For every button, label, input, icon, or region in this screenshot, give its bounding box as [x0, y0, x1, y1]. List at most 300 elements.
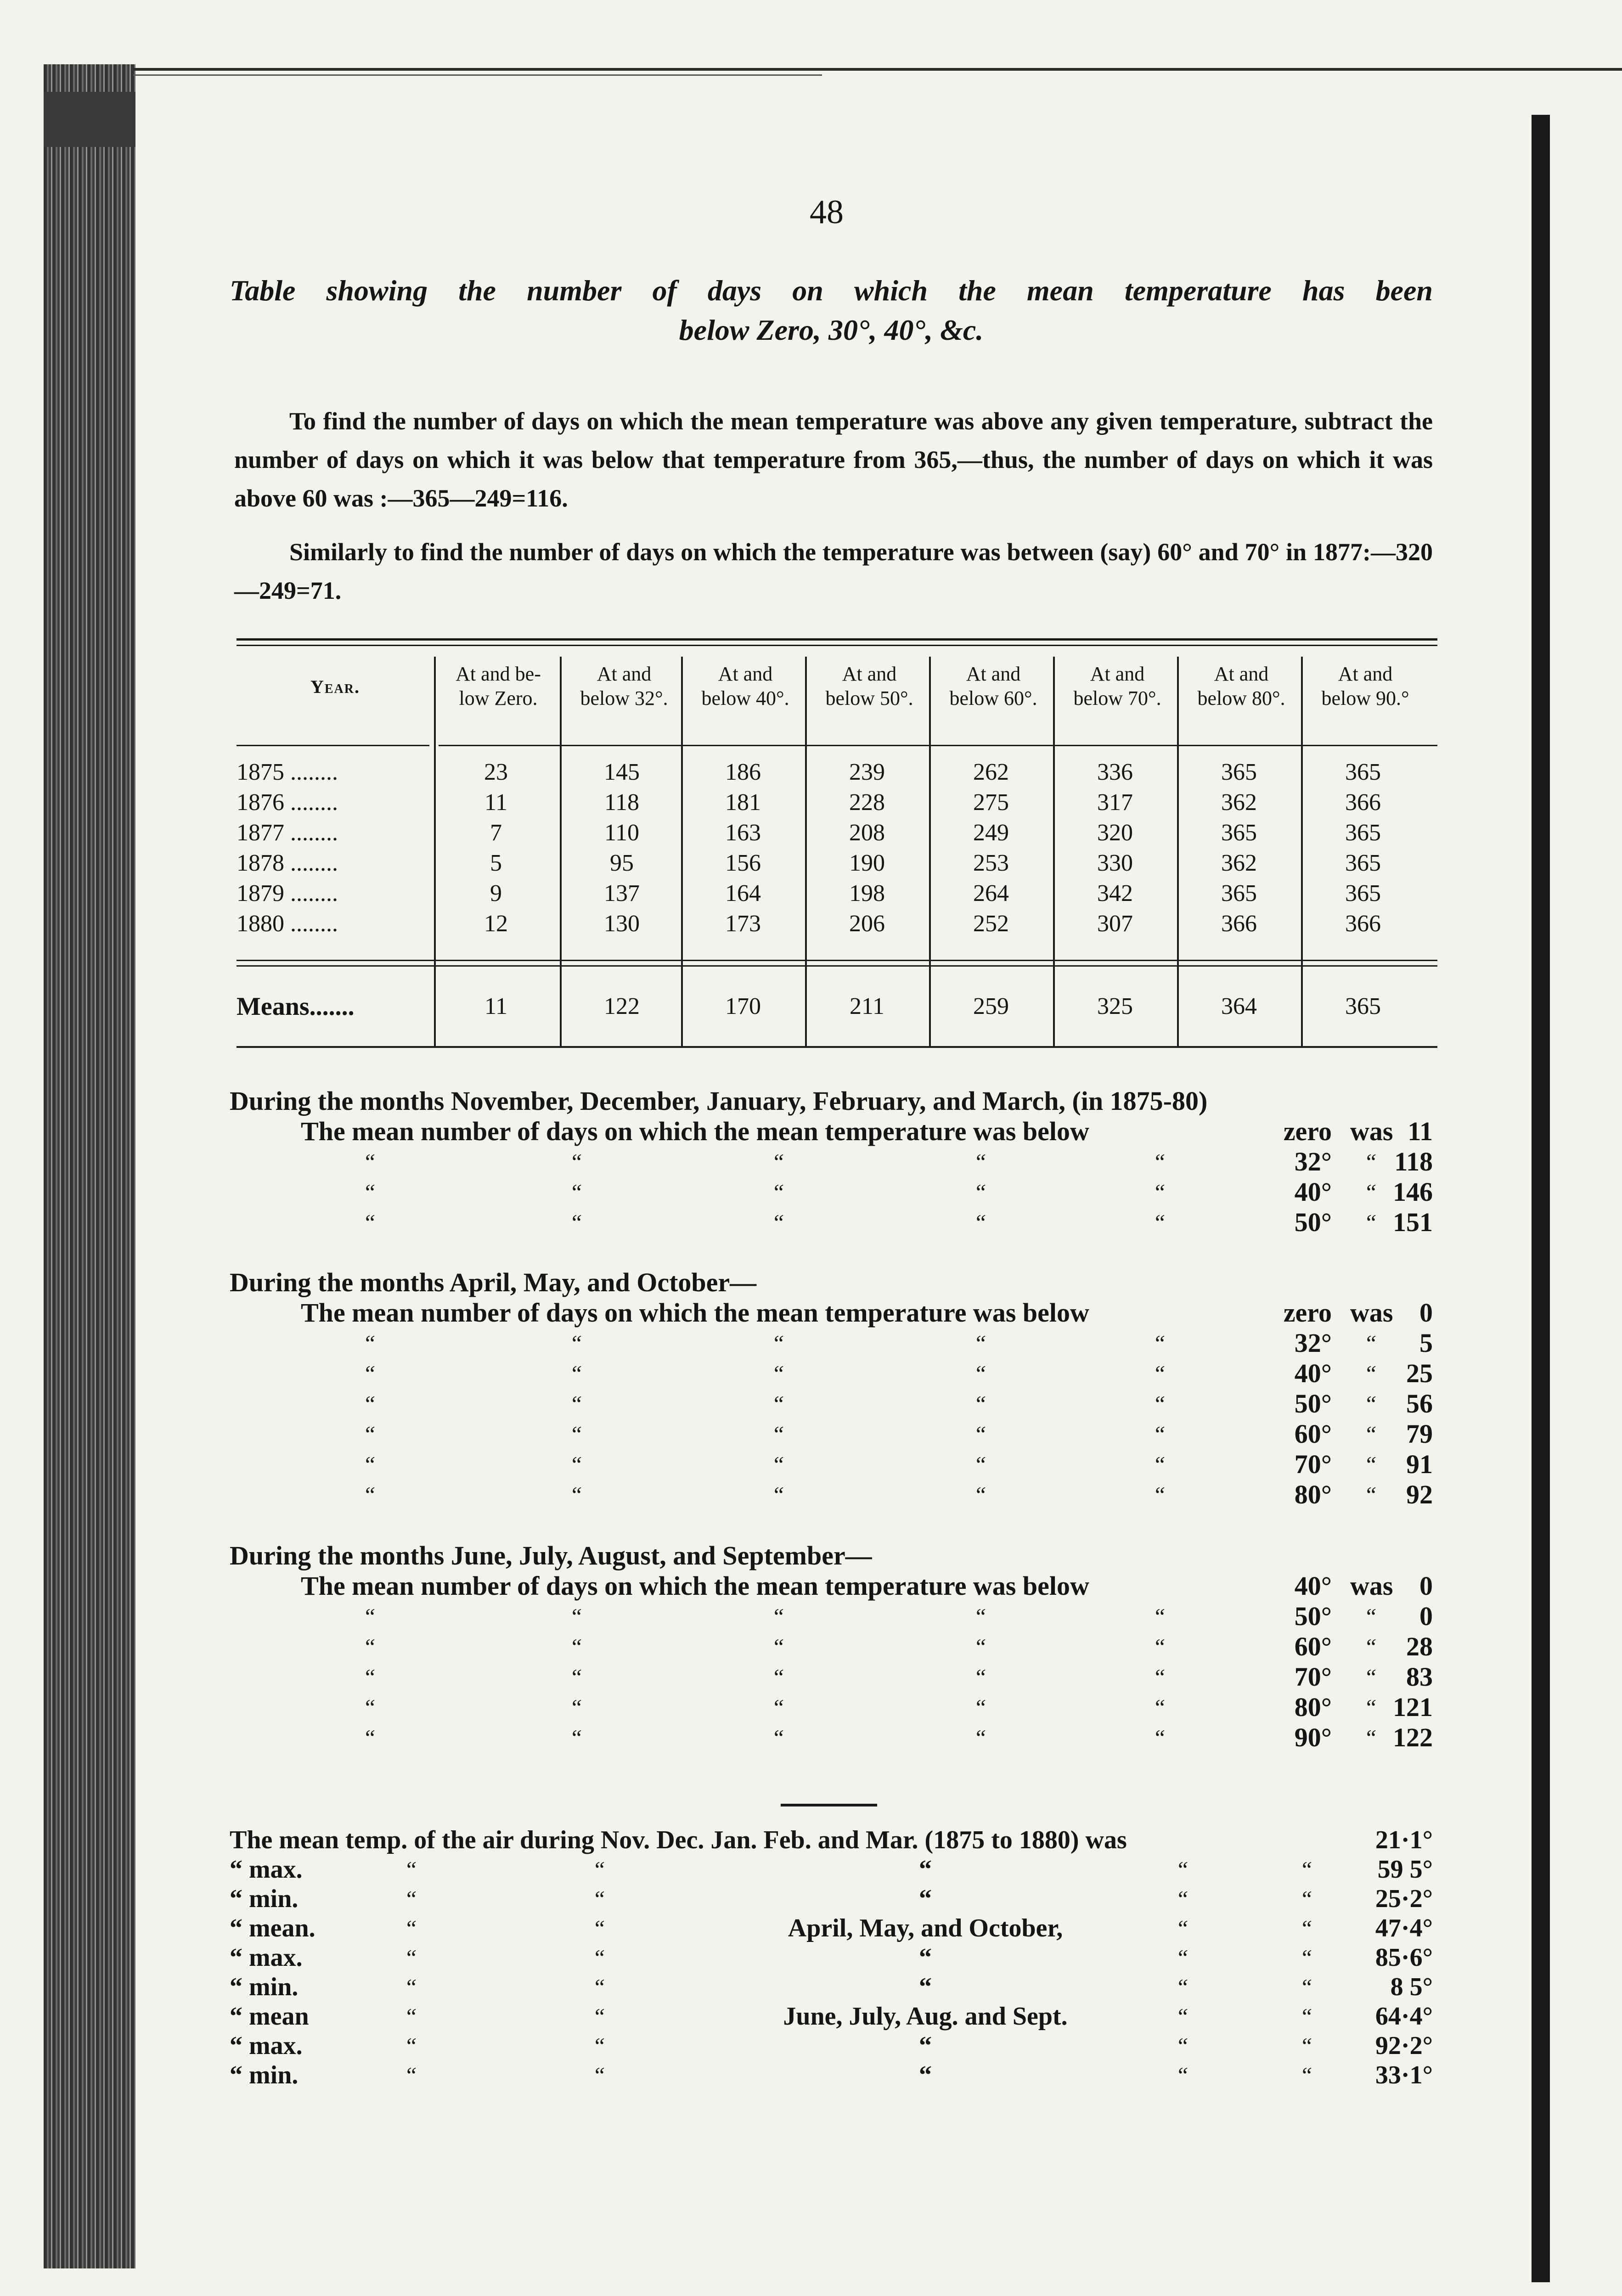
degree-value: 70° — [1294, 1662, 1332, 1692]
year-label: 1875 ........ — [237, 759, 338, 785]
table-cell: 11 — [484, 789, 508, 816]
ditto-mark: “ — [569, 1634, 582, 1660]
section-row — [230, 1662, 1433, 1692]
means-label: Means....... — [237, 992, 355, 1021]
ditto-mark: “ — [1300, 1945, 1312, 1970]
ditto-mark: “ — [569, 1694, 582, 1720]
ditto-mark: “ — [1153, 1421, 1166, 1447]
ditto-mark: “ — [1300, 2062, 1312, 2088]
column-header-line-2: low Zero. — [459, 687, 538, 709]
ditto-mark: “ — [363, 1361, 376, 1386]
ditto-mark: “ — [1153, 1210, 1166, 1235]
column-header-line-1: At and — [966, 663, 1021, 685]
table-cell: 366 — [1345, 789, 1381, 816]
table-cell: 366 — [1221, 911, 1257, 937]
ditto-mark: “ — [974, 1391, 986, 1417]
ditto-mark: “ — [772, 1361, 784, 1386]
summary-period: June, July, Aug. and Sept. — [783, 2002, 1068, 2031]
section-lead-text: The mean number of days on which the mean temperature was below — [301, 1116, 1089, 1146]
table-title — [230, 271, 1433, 350]
summary-label: “ min. — [230, 1973, 298, 2001]
column-header-line-1: At and — [597, 663, 652, 685]
summary-period: “ — [919, 2032, 932, 2060]
section-spring-autumn — [230, 1267, 1433, 1510]
ditto-mark: “ — [1176, 2033, 1188, 2059]
table-cell: 198 — [849, 880, 885, 906]
day-count: 121 — [1393, 1692, 1433, 1722]
table-cell: 342 — [1097, 880, 1133, 906]
ditto-mark: “ — [1153, 1391, 1166, 1417]
ditto-mark: “ — [772, 1694, 784, 1720]
header-underline-year — [237, 745, 429, 746]
ditto-mark: “ — [569, 1452, 582, 1477]
ditto-mark: “ — [569, 1725, 582, 1750]
ditto-mark: “ — [1364, 1452, 1377, 1477]
section-heading: During the months April, May, and October— — [230, 1267, 757, 1297]
ditto-mark: “ — [1153, 1482, 1166, 1508]
ditto-mark: “ — [569, 1421, 582, 1447]
degree-value: 60° — [1294, 1632, 1332, 1661]
summary-row — [230, 1972, 1433, 2002]
day-count: 122 — [1393, 1722, 1433, 1752]
table-cell: 365 — [1221, 820, 1257, 846]
right-margin-rule — [1532, 115, 1550, 2282]
ditto-mark: “ — [404, 1886, 417, 1912]
table-cell: 95 — [610, 850, 634, 876]
year-label: 1878 ........ — [237, 850, 338, 876]
degree-value: 60° — [1294, 1419, 1332, 1449]
table-cell: 9 — [490, 880, 502, 906]
summary-row — [230, 1884, 1433, 1913]
summary-row — [230, 1943, 1433, 1972]
ditto-mark: “ — [974, 1421, 986, 1447]
summary-period: April, May, and October, — [788, 1914, 1063, 1942]
table-cell: 7 — [490, 820, 502, 846]
summary-label: “ mean. — [230, 1914, 315, 1942]
table-cell: 330 — [1097, 850, 1133, 876]
summary-period: “ — [919, 2061, 932, 2089]
column-header-line-2: below 40°. — [701, 687, 789, 709]
degree-value: zero — [1283, 1298, 1332, 1328]
summary-label: “ min. — [230, 1885, 298, 1913]
temperature-days-table — [237, 638, 1437, 1052]
table-cell: 336 — [1097, 759, 1133, 785]
ditto-mark: “ — [974, 1694, 986, 1720]
ditto-mark: “ — [772, 1482, 784, 1508]
ditto-mark: “ — [1176, 1857, 1188, 1882]
ditto-mark: “ — [974, 1330, 986, 1356]
ditto-mark: “ — [404, 1915, 417, 1941]
ditto-mark: “ — [1364, 1421, 1377, 1447]
table-cell: 262 — [973, 759, 1009, 785]
was-label: was — [1350, 1571, 1393, 1601]
ditto-mark: “ — [569, 1149, 582, 1175]
degree-value: 90° — [1294, 1722, 1332, 1752]
table-cell: 320 — [1097, 820, 1133, 846]
title-line-1: Table showing the number of days on which the mean temperature has been — [230, 274, 1433, 307]
ditto-mark: “ — [974, 1664, 986, 1690]
column-header-7 — [1177, 662, 1306, 711]
table-cell: 173 — [725, 911, 761, 937]
ditto-mark: “ — [363, 1725, 376, 1750]
table-cell: 362 — [1221, 789, 1257, 816]
ditto-mark: “ — [772, 1664, 784, 1690]
ditto-mark: “ — [592, 1857, 605, 1882]
ditto-mark: “ — [404, 2003, 417, 2029]
table-cell: 366 — [1345, 911, 1381, 937]
summary-label: “ mean — [230, 2002, 309, 2031]
section-row — [230, 1147, 1433, 1177]
title-line-2: below Zero, 30°, 40°, &c. — [679, 313, 984, 346]
ditto-mark: “ — [569, 1179, 582, 1205]
table-cell: 206 — [849, 911, 885, 937]
table-cell: 164 — [725, 880, 761, 906]
day-count: 5 — [1419, 1328, 1433, 1358]
ditto-mark: “ — [1300, 1974, 1312, 2000]
ditto-mark: “ — [1364, 1391, 1377, 1417]
ditto-mark: “ — [592, 1945, 605, 1970]
section-heading: During the months November, December, January, February, and March, (in 1875-80) — [230, 1086, 1208, 1116]
ditto-mark: “ — [974, 1149, 986, 1175]
ditto-mark: “ — [1176, 1915, 1188, 1941]
ditto-mark: “ — [974, 1725, 986, 1750]
ditto-mark: “ — [1364, 1210, 1377, 1235]
day-count: 151 — [1393, 1207, 1433, 1237]
degree-value: zero — [1283, 1116, 1332, 1146]
column-header-4 — [805, 662, 934, 711]
means-cell: 365 — [1345, 993, 1381, 1019]
column-header-line-2: below 32°. — [580, 687, 668, 709]
was-label: was — [1350, 1298, 1393, 1328]
day-count: 146 — [1393, 1177, 1433, 1207]
means-rule — [237, 960, 1437, 961]
table-cell: 365 — [1221, 880, 1257, 906]
section-row — [230, 1449, 1433, 1480]
year-label: 1879 ........ — [237, 880, 338, 906]
page-number: 48 — [810, 193, 844, 231]
summary-label: “ max. — [230, 1943, 303, 1972]
column-header-line-1: At and — [842, 663, 897, 685]
ditto-mark: “ — [404, 1857, 417, 1882]
summary-period: “ — [919, 1855, 932, 1884]
ditto-mark: “ — [1300, 1886, 1312, 1912]
day-count: 0 — [1419, 1298, 1433, 1328]
ditto-mark: “ — [1176, 2003, 1188, 2029]
degree-value: 32° — [1294, 1328, 1332, 1358]
ditto-mark: “ — [1153, 1664, 1166, 1690]
summary-value: 92·2° — [1375, 2032, 1433, 2060]
table-cell: 264 — [973, 880, 1009, 906]
ditto-mark: “ — [363, 1391, 376, 1417]
section-row — [230, 1722, 1433, 1753]
ditto-mark: “ — [974, 1634, 986, 1660]
table-cell: 252 — [973, 911, 1009, 937]
summary-value: 8 5° — [1390, 1973, 1433, 2001]
ditto-mark: “ — [592, 2062, 605, 2088]
ditto-mark: “ — [1176, 1886, 1188, 1912]
table-cell: 365 — [1345, 820, 1381, 846]
day-count: 79 — [1406, 1419, 1433, 1449]
table-cell: 275 — [973, 789, 1009, 816]
section-row — [230, 1632, 1433, 1662]
top-margin-rule — [133, 68, 1622, 71]
section-row — [230, 1328, 1433, 1358]
summary-value: 59 5° — [1377, 1855, 1433, 1884]
summary-value: 64·4° — [1375, 2002, 1433, 2031]
section-row — [230, 1389, 1433, 1419]
degree-value: 80° — [1294, 1692, 1332, 1722]
ditto-mark: “ — [1364, 1604, 1377, 1629]
summary-value: 85·6° — [1375, 1943, 1433, 1972]
day-count: 0 — [1419, 1571, 1433, 1601]
section-lead-text: The mean number of days on which the mean temperature was below — [301, 1571, 1089, 1601]
table-cell: 190 — [849, 850, 885, 876]
ditto-mark: “ — [592, 1886, 605, 1912]
means-cell: 364 — [1221, 993, 1257, 1019]
summary-row — [230, 2031, 1433, 2060]
was-label: was — [1350, 1116, 1393, 1146]
ditto-mark: “ — [1300, 2003, 1312, 2029]
column-header-2 — [560, 662, 688, 711]
column-header-line-1: At and be- — [456, 663, 541, 685]
ditto-mark: “ — [772, 1391, 784, 1417]
section-row — [230, 1419, 1433, 1449]
ditto-mark: “ — [1364, 1149, 1377, 1175]
means-cell: 170 — [725, 993, 761, 1019]
section-row — [230, 1207, 1433, 1238]
ditto-mark: “ — [1153, 1725, 1166, 1750]
column-header-8 — [1301, 662, 1430, 711]
ditto-mark: “ — [404, 2033, 417, 2059]
table-top-rule-thin — [237, 645, 1437, 646]
ditto-mark: “ — [363, 1179, 376, 1205]
degree-value: 32° — [1294, 1147, 1332, 1176]
ditto-mark: “ — [363, 1210, 376, 1235]
year-column-header: Year. — [310, 676, 360, 697]
means-rule-thin — [237, 965, 1437, 967]
column-header-line-2: below 60°. — [949, 687, 1037, 709]
ditto-mark: “ — [772, 1210, 784, 1235]
table-cell: 253 — [973, 850, 1009, 876]
ditto-mark: “ — [974, 1604, 986, 1629]
ditto-mark: “ — [772, 1604, 784, 1629]
year-label: 1877 ........ — [237, 820, 338, 846]
degree-value: 70° — [1294, 1449, 1332, 1479]
day-count: 56 — [1406, 1389, 1433, 1418]
ditto-mark: “ — [1176, 2062, 1188, 2088]
table-cell: 208 — [849, 820, 885, 846]
ditto-mark: “ — [592, 2003, 605, 2029]
section-lead-text: The mean number of days on which the mean temperature was below — [301, 1298, 1089, 1328]
ditto-mark: “ — [1300, 2033, 1312, 2059]
degree-value: 50° — [1294, 1601, 1332, 1631]
day-count: 92 — [1406, 1480, 1433, 1509]
summary-period: “ — [919, 1885, 932, 1913]
table-cell: 5 — [490, 850, 502, 876]
ditto-mark: “ — [363, 1694, 376, 1720]
ditto-mark: “ — [569, 1604, 582, 1629]
day-count: 25 — [1406, 1358, 1433, 1388]
summary-value: 33·1° — [1375, 2061, 1433, 2089]
table-cell: 156 — [725, 850, 761, 876]
ditto-mark: “ — [974, 1452, 986, 1477]
summary-period: “ — [919, 1973, 932, 2001]
intro-paragraph-2: Similarly to find the number of days on which the temperature was between (say) 60° and 70° in 1877:—320—249=71. — [234, 538, 1433, 605]
ditto-mark: “ — [772, 1179, 784, 1205]
table-cell: 181 — [725, 789, 761, 816]
means-cell: 259 — [973, 993, 1009, 1019]
ditto-mark: “ — [363, 1482, 376, 1508]
ditto-mark: “ — [974, 1179, 986, 1205]
day-count: 28 — [1406, 1632, 1433, 1661]
ditto-mark: “ — [1364, 1482, 1377, 1508]
ditto-mark: “ — [772, 1330, 784, 1356]
ditto-mark: “ — [772, 1634, 784, 1660]
ditto-mark: “ — [974, 1482, 986, 1508]
ditto-mark: “ — [974, 1361, 986, 1386]
summary-row — [230, 2002, 1433, 2031]
table-cell: 362 — [1221, 850, 1257, 876]
ditto-mark: “ — [404, 1974, 417, 2000]
ditto-mark: “ — [1364, 1179, 1377, 1205]
ditto-mark: “ — [363, 1634, 376, 1660]
day-count: 91 — [1406, 1449, 1433, 1479]
ditto-mark: “ — [1364, 1694, 1377, 1720]
ditto-mark: “ — [569, 1664, 582, 1690]
section-row — [230, 1571, 1433, 1601]
degree-value: 40° — [1294, 1358, 1332, 1388]
table-cell: 249 — [973, 820, 1009, 846]
ditto-mark: “ — [1153, 1604, 1166, 1629]
ditto-mark: “ — [1153, 1330, 1166, 1356]
binding-edge-block — [44, 92, 135, 147]
summary-first-line: The mean temp. of the air during Nov. Dec. Jan. Feb. and Mar. (1875 to 1880) was 21·1° — [230, 1826, 1433, 1854]
ditto-mark: “ — [569, 1391, 582, 1417]
table-cell: 137 — [604, 880, 640, 906]
section-divider — [781, 1804, 877, 1806]
summary-row — [230, 2060, 1433, 2090]
table-cell: 12 — [484, 911, 508, 937]
day-count: 0 — [1419, 1601, 1433, 1631]
ditto-mark: “ — [1153, 1634, 1166, 1660]
binding-edge — [44, 64, 135, 2268]
column-header-line-1: At and — [1214, 663, 1269, 685]
day-count: 118 — [1394, 1147, 1433, 1176]
column-header-line-2: below 70°. — [1073, 687, 1161, 709]
section-row — [230, 1692, 1433, 1722]
ditto-mark: “ — [1176, 1974, 1188, 2000]
ditto-mark: “ — [1300, 1857, 1312, 1882]
ditto-mark: “ — [592, 2033, 605, 2059]
table-cell: 317 — [1097, 789, 1133, 816]
column-header-3 — [681, 662, 810, 711]
table-cell: 186 — [725, 759, 761, 785]
ditto-mark: “ — [363, 1330, 376, 1356]
table-cell: 239 — [849, 759, 885, 785]
ditto-mark: “ — [1364, 1664, 1377, 1690]
column-header-line-1: At and — [718, 663, 773, 685]
mean-temperature-summary — [230, 1825, 1433, 2090]
summary-label: “ max. — [230, 1855, 303, 1884]
section-row — [230, 1177, 1433, 1207]
day-count: 83 — [1406, 1662, 1433, 1692]
summary-label: “ max. — [230, 2032, 303, 2060]
ditto-mark: “ — [772, 1421, 784, 1447]
column-header-1 — [434, 662, 563, 711]
means-cell: 211 — [849, 993, 885, 1019]
ditto-mark: “ — [404, 1945, 417, 1970]
intro-paragraph-1: To find the number of days on which the mean temperature was above any given temperature, subtract the number of days on which it was below that temperature from 365,—thus, the number of days on which it was above 60 was :—365—249=116. — [234, 407, 1433, 512]
table-cell: 163 — [725, 820, 761, 846]
ditto-mark: “ — [404, 2062, 417, 2088]
ditto-mark: “ — [363, 1452, 376, 1477]
column-header-line-1: At and — [1090, 663, 1145, 685]
ditto-mark: “ — [569, 1482, 582, 1508]
table-top-rule — [237, 638, 1437, 641]
ditto-mark: “ — [363, 1604, 376, 1629]
table-cell: 365 — [1345, 850, 1381, 876]
ditto-mark: “ — [974, 1210, 986, 1235]
section-row — [230, 1358, 1433, 1389]
section-winter — [230, 1086, 1433, 1238]
degree-value: 40° — [1294, 1177, 1332, 1207]
means-cell: 325 — [1097, 993, 1133, 1019]
ditto-mark: “ — [569, 1210, 582, 1235]
ditto-mark: “ — [569, 1330, 582, 1356]
summary-row — [230, 1855, 1433, 1884]
ditto-mark: “ — [1364, 1634, 1377, 1660]
means-cell: 122 — [604, 993, 640, 1019]
ditto-mark: “ — [363, 1149, 376, 1175]
ditto-mark: “ — [1153, 1452, 1166, 1477]
summary-value: 47·4° — [1375, 1914, 1433, 1942]
table-bottom-rule — [237, 1046, 1437, 1048]
table-cell: 365 — [1345, 880, 1381, 906]
degree-value: 50° — [1294, 1207, 1332, 1237]
summary-value: 25·2° — [1375, 1885, 1433, 1913]
ditto-mark: “ — [1364, 1361, 1377, 1386]
section-row — [230, 1480, 1433, 1510]
table-cell: 118 — [604, 789, 640, 816]
ditto-mark: “ — [1364, 1725, 1377, 1750]
column-header-6 — [1053, 662, 1182, 711]
ditto-mark: “ — [1364, 1330, 1377, 1356]
ditto-mark: “ — [1153, 1361, 1166, 1386]
degree-value: 40° — [1294, 1571, 1332, 1601]
table-cell: 110 — [604, 820, 640, 846]
table-cell: 228 — [849, 789, 885, 816]
top-margin-rule-thin — [133, 74, 822, 76]
ditto-mark: “ — [772, 1452, 784, 1477]
section-row — [230, 1298, 1433, 1328]
column-header-5 — [929, 662, 1058, 711]
column-header-line-2: below 50°. — [825, 687, 913, 709]
ditto-mark: “ — [363, 1664, 376, 1690]
section-summer — [230, 1541, 1433, 1753]
ditto-mark: “ — [592, 1915, 605, 1941]
section-row — [230, 1601, 1433, 1632]
day-count: 11 — [1408, 1116, 1433, 1146]
table-cell: 145 — [604, 759, 640, 785]
degree-value: 50° — [1294, 1389, 1332, 1418]
column-header-line-2: below 80°. — [1197, 687, 1285, 709]
summary-label: “ min. — [230, 2061, 298, 2089]
ditto-mark: “ — [772, 1149, 784, 1175]
table-cell: 365 — [1221, 759, 1257, 785]
ditto-mark: “ — [1176, 1945, 1188, 1970]
means-cell: 11 — [484, 993, 508, 1019]
year-label: 1876 ........ — [237, 789, 338, 816]
